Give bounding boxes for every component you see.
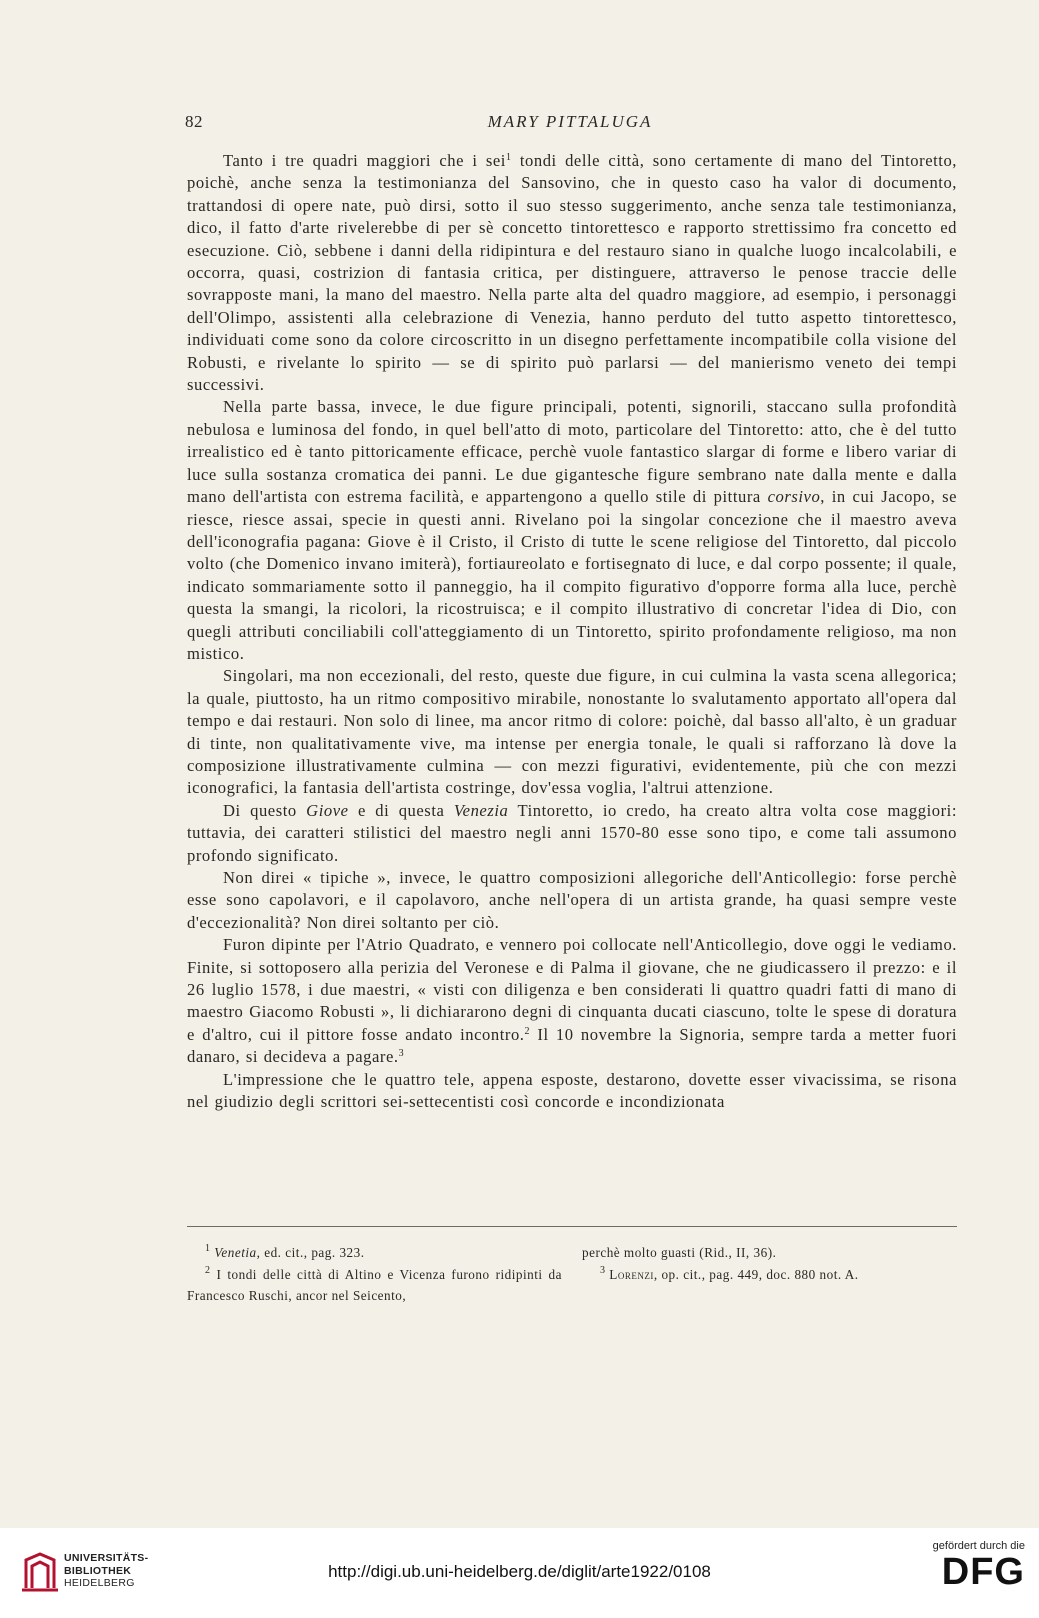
footnote-ref-1: 1	[505, 152, 512, 163]
footnote-2-continuation: perchè molto guasti (Rid., II, 36).	[582, 1245, 777, 1260]
footnote-1: $^1$ Venetia, ed. cit., pag. 323.	[205, 1243, 365, 1260]
running-head: MARY PITTALUGA	[487, 112, 653, 131]
page-header	[185, 112, 955, 136]
footnote-divider	[187, 1226, 957, 1227]
paragraph-1: Tanto i tre quadri maggiori che i sei$^1$ tondi delle città, sono certamente di mano del Tintoretto, poichè, anche senza la testimonianza del Sansovino, che in questo caso ha valor di documento, trattandosi di opere nate, può dirsi, sotto il suo stesso suggerimento, anche senza tale testimonianza, dico, il fatto d'arte rivelerebbe di per sè concetto tintorettesco e rapporto strettissimo fra concetto ed esecuzione. Ciò, sebbene i danni della ridipintura e del restauro siano in qualche luogo incalcolabili, e occorra, quasi, costrizion di fantasia critica, per distinguere, attraverso le penose traccie delle sovrapposte mani, la mano del maestro. Nella parte alta del quadro maggiore, ad esempio, i personaggi dell'Olimpo, assistenti alla celebrazione di Venezia, hanno perduto del tutto aspetto tintorettesco, individuati come sono da colore circoscritto in un disegno perfettamente incompatibile colla visione del Robusti, e rivelante lo spirito — se di spirito può parlarsi — del manierismo veneto dei tempi successivi.	[187, 151, 957, 395]
footnote-ref-2: 2	[524, 1025, 531, 1037]
paragraph-7: L'impressione che le quattro tele, appena esposte, destarono, dovette esser vivacissima, se risona nel giudizio degli scrittori sei-settecentisti così concorde e incondizionata	[187, 1069, 957, 1112]
paragraph-6: Furon dipinte per l'Atrio Quadrato, e vennero poi collocate nell'Anticollegio, dove oggi le vediamo. Finite, si sottoposero alla perizia del Veronese e di Palma il giovane, che ne giudicassero il prezzo: e il 26 luglio 1578, i due maestri, « visti con diligenza e ben considerati li quattro quadri fatti di mano di maestro Giacomo Robusti », li dichiararono degni di cinquanta ducati ciascuno, tolte le spese di doratura e d'altro, cui il pittore fosse andato incontro.$^2$ Il 10 novembre la Signoria, sempre tarda a metter fuori danaro, si decideva a pagare.$^3$	[187, 935, 957, 1067]
paragraph-4: Di questo Giove e di questa Venezia Tintoretto, io credo, ha creato altra volta cose maggiori: tuttavia, dei caratteri stilistici del maestro negli anni 1570-80 esse sono tipo, e come tali assumono profondo significato.	[187, 800, 957, 865]
dfg-logo[interactable]	[915, 1540, 1025, 1592]
paragraph-3: Singolari, ma non eccezionali, del resto, queste due figure, in cui culmina la vasta scena allegorica; la quale, piuttosto, ha un ritmo compositivo mirabile, nonostante lo svalutamento apportato all'opera dal tempo e dai restauri. Non solo di linee, ma ancor ritmo di colore: poichè, dal basso all'alto, è un graduar di tinte, non qualitativamente vive, ma intense per energia tonale, le quali si rafforzano là dove la composizione illustrativamente culmina — con mezzi figurativi, evidentemente, più che con mezzi iconografici, la fantasia dell'artista costringe, dov'essa voglia, l'altrui attenzione.	[187, 666, 957, 798]
page-number: 82	[185, 112, 203, 131]
funder-note: gefördert durch die	[932, 1540, 1025, 1552]
paragraph-5: Non direi « tipiche », invece, le quattro composizioni allegoriche dell'Anticollegio: forse perchè esse sono capolavori, e il capolavoro, anche nell'opera di un artista grande, ha quasi sempre veste d'eccezionalità? Non direi soltanto per ciò.	[187, 868, 957, 932]
dfg-wordmark: DFG	[941, 1551, 1025, 1593]
footnote-2: $^2$ I tondi delle città di Altino e Vicenza furono ridipinti da Francesco Ruschi, ancor nel Seicento,	[187, 1264, 562, 1303]
viewer-footer	[0, 1528, 1039, 1618]
body-text	[187, 150, 957, 1113]
paragraph-2: Nella parte bassa, invece, le due figure principali, potenti, signorili, staccano sulla profondità nebulosa e luminosa del fondo, in quel bell'atto di moto, particolare del Tintoretto: atto, che è del tutto irrealistico ed è tanto pittoricamente efficace, perchè vuole fantastico slargar di forme e libero variar di luce sulla sostanza cromatica dei panni. Le due gigantesche figure sembrano nate dalla mente e dalla mano dell'artista con estrema facilità, e appartengono a quello stile di pittura corsivo, in cui Jacopo, se riesce, riesce assai, specie in questi anni. Rivelano poi la singolar concezione che il maestro aveva dell'iconografia pagana: Giove è il Cristo, il Cristo di tutte le scene religiose del Tintoretto, dal piccolo volto (che Domenico invano imiterà), fortiaureolato e fortisegnato di luce, e dal corpo possente; il quale, indicato sommariamente sotto il panneggio, ha il compito figurativo d'opporre forma alla luce, perchè questa la smangi, la ricolori, la ricostruisca; e il compito illustrativo di concretar l'idea di Dio, con quegli attributi conciliabili coll'atteggiamento di un Tintoretto, spirito profondamente religioso, ma non mistico.	[187, 397, 957, 663]
document-url[interactable]: http://digi.ub.uni-heidelberg.de/diglit/arte1922/0108	[328, 1562, 711, 1581]
library-name: UNIVERSITÄTS- BIBLIOTHEK HEIDELBERG	[64, 1552, 149, 1589]
footnote-3: $^3$ Lorenzi, op. cit., pag. 449, doc. 880 not. A.	[600, 1264, 859, 1282]
footnotes-left-column	[187, 1242, 562, 1307]
footnote-ref-3: 3	[398, 1048, 405, 1060]
footnotes-right-column	[582, 1242, 957, 1285]
